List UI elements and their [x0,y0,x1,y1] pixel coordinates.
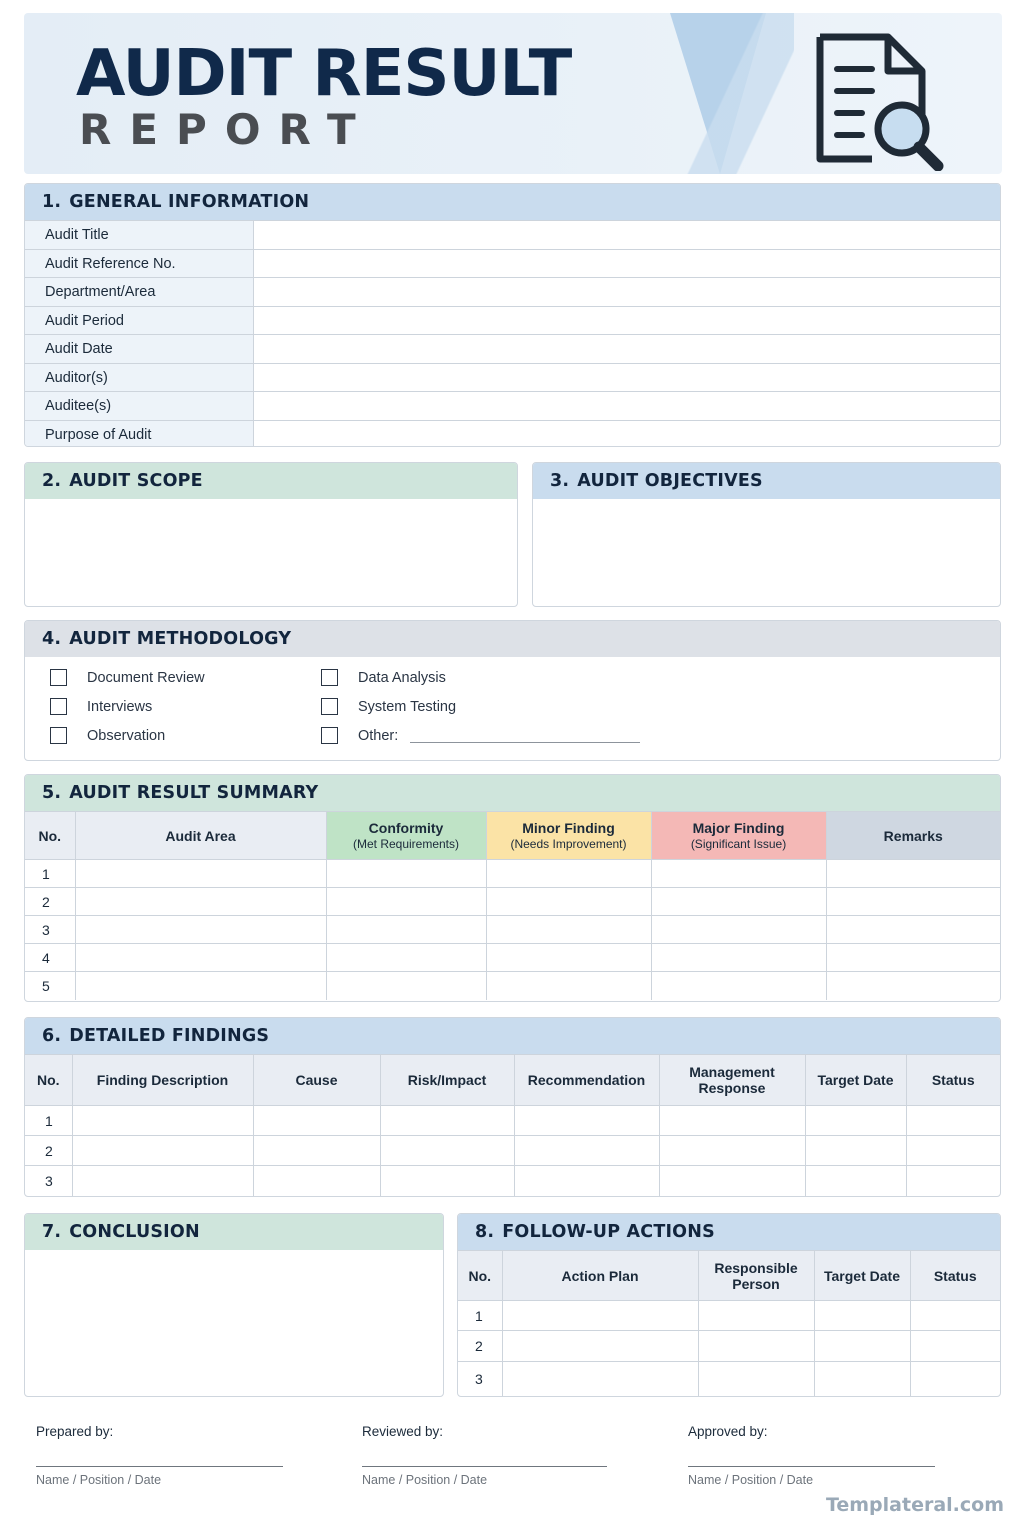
checkbox[interactable] [50,698,67,715]
info-row [25,249,1000,278]
audit-date-field[interactable] [254,335,1000,363]
table-row: 1 [458,1301,1000,1331]
section-heading: 5. AUDIT RESULT SUMMARY [25,775,1000,811]
page-subtitle: REPORT [79,105,374,154]
method-interviews[interactable]: Interviews [50,698,152,715]
column-header-finding-description: Finding Description [72,1055,253,1106]
table-row: 2 [25,888,1000,916]
signature-hint: Name / Position / Date [688,1473,814,1487]
summary-table [25,811,1000,1000]
signature-label: Reviewed by: [362,1424,444,1439]
section-heading: 3. AUDIT OBJECTIVES [533,463,1000,499]
field-label: Audit Date [25,335,254,363]
info-row [25,220,1000,249]
table-row: 2 [458,1331,1000,1362]
method-observation[interactable]: Observation [50,727,165,744]
auditors-field[interactable] [254,364,1000,392]
signature-line[interactable] [688,1466,935,1467]
follow-up-actions-section [457,1213,1001,1397]
field-label: Audit Period [25,307,254,335]
table-row: 1 [25,1106,1000,1136]
column-header-conformity: Conformity (Met Requirements) [326,812,486,860]
conclusion-section [24,1213,444,1397]
signature-label: Prepared by: [36,1424,114,1439]
column-header-risk-impact: Risk/Impact [380,1055,514,1106]
column-header-target-date: Target Date [805,1055,906,1106]
field-label: Auditor(s) [25,364,254,392]
section-heading: 7. CONCLUSION [25,1214,443,1250]
audit-objectives-section [532,462,1001,607]
table-row: 2 [25,1136,1000,1166]
column-header-recommendation: Recommendation [514,1055,659,1106]
findings-table [25,1054,1000,1196]
info-row [25,334,1000,363]
field-label: Department/Area [25,278,254,306]
checkbox[interactable] [50,727,67,744]
info-row [25,277,1000,306]
column-header-status: Status [910,1251,1000,1301]
document-search-icon [810,31,950,171]
section-heading: 4. AUDIT METHODOLOGY [25,621,1000,657]
column-header-target-date: Target Date [814,1251,910,1301]
table-row: 4 [25,944,1000,972]
field-label: Auditee(s) [25,392,254,420]
audit-methodology-section [24,620,1001,761]
audit-period-field[interactable] [254,307,1000,335]
follow-up-table [458,1250,1000,1397]
checkbox[interactable] [50,669,67,686]
column-header-responsible-person: Responsible Person [698,1251,814,1301]
signature-hint: Name / Position / Date [36,1473,162,1487]
brand-watermark: Templateral.com [825,1494,1004,1516]
method-other[interactable]: Other: [321,727,640,744]
table-row: 5 [25,972,1000,1000]
column-header-minor-finding: Minor Finding (Needs Improvement) [486,812,651,860]
section-heading: 6. DETAILED FINDINGS [25,1018,1000,1054]
purpose-field[interactable] [254,421,1000,448]
page-title: AUDIT RESULT [76,37,572,111]
header-banner [24,13,1002,174]
section-heading: 2. AUDIT SCOPE [25,463,517,499]
audit-title-field[interactable] [254,221,1000,249]
column-header-remarks: Remarks [826,812,1000,860]
column-header-no: No. [25,812,75,860]
method-document-review[interactable]: Document Review [50,669,205,686]
table-row: 1 [25,860,1000,888]
method-data-analysis[interactable]: Data Analysis [321,669,446,686]
conclusion-textarea[interactable] [25,1250,443,1396]
audit-scope-section [24,462,518,607]
signature-hint: Name / Position / Date [362,1473,488,1487]
checkbox[interactable] [321,698,338,715]
column-header-action-plan: Action Plan [502,1251,698,1301]
signature-label: Approved by: [688,1424,768,1439]
banner-decoration-overlay [674,13,794,174]
signature-prepared-by [36,1424,286,1487]
table-row: 3 [25,1166,1000,1196]
audit-reference-field[interactable] [254,250,1000,278]
auditees-field[interactable] [254,392,1000,420]
column-header-major-finding: Major Finding (Significant Issue) [651,812,826,860]
other-method-input[interactable] [410,729,640,743]
column-header-audit-area: Audit Area [75,812,326,860]
field-label: Purpose of Audit [25,421,254,448]
info-row [25,306,1000,335]
general-information-section [24,183,1001,447]
signature-approved-by [688,1424,938,1487]
section-heading: 1. GENERAL INFORMATION [25,184,1000,220]
signature-line[interactable] [36,1466,283,1467]
method-system-testing[interactable]: System Testing [321,698,456,715]
checkbox[interactable] [321,669,338,686]
info-row [25,420,1000,448]
table-row: 3 [458,1362,1000,1397]
column-header-management-response: Management Response [659,1055,805,1106]
column-header-no: No. [458,1251,502,1301]
column-header-no: No. [25,1055,72,1106]
info-row [25,391,1000,420]
info-row [25,363,1000,392]
detailed-findings-section [24,1017,1001,1197]
field-label: Audit Title [25,221,254,249]
checkbox[interactable] [321,727,338,744]
audit-objectives-textarea[interactable] [533,499,1000,607]
column-header-status: Status [906,1055,1000,1106]
section-heading: 8. FOLLOW-UP ACTIONS [458,1214,1000,1250]
audit-result-summary-section [24,774,1001,1002]
signature-line[interactable] [362,1466,607,1467]
table-row: 3 [25,916,1000,944]
audit-scope-textarea[interactable] [25,499,517,607]
department-field[interactable] [254,278,1000,306]
field-label: Audit Reference No. [25,250,254,278]
signature-reviewed-by [362,1424,612,1487]
column-header-cause: Cause [253,1055,380,1106]
